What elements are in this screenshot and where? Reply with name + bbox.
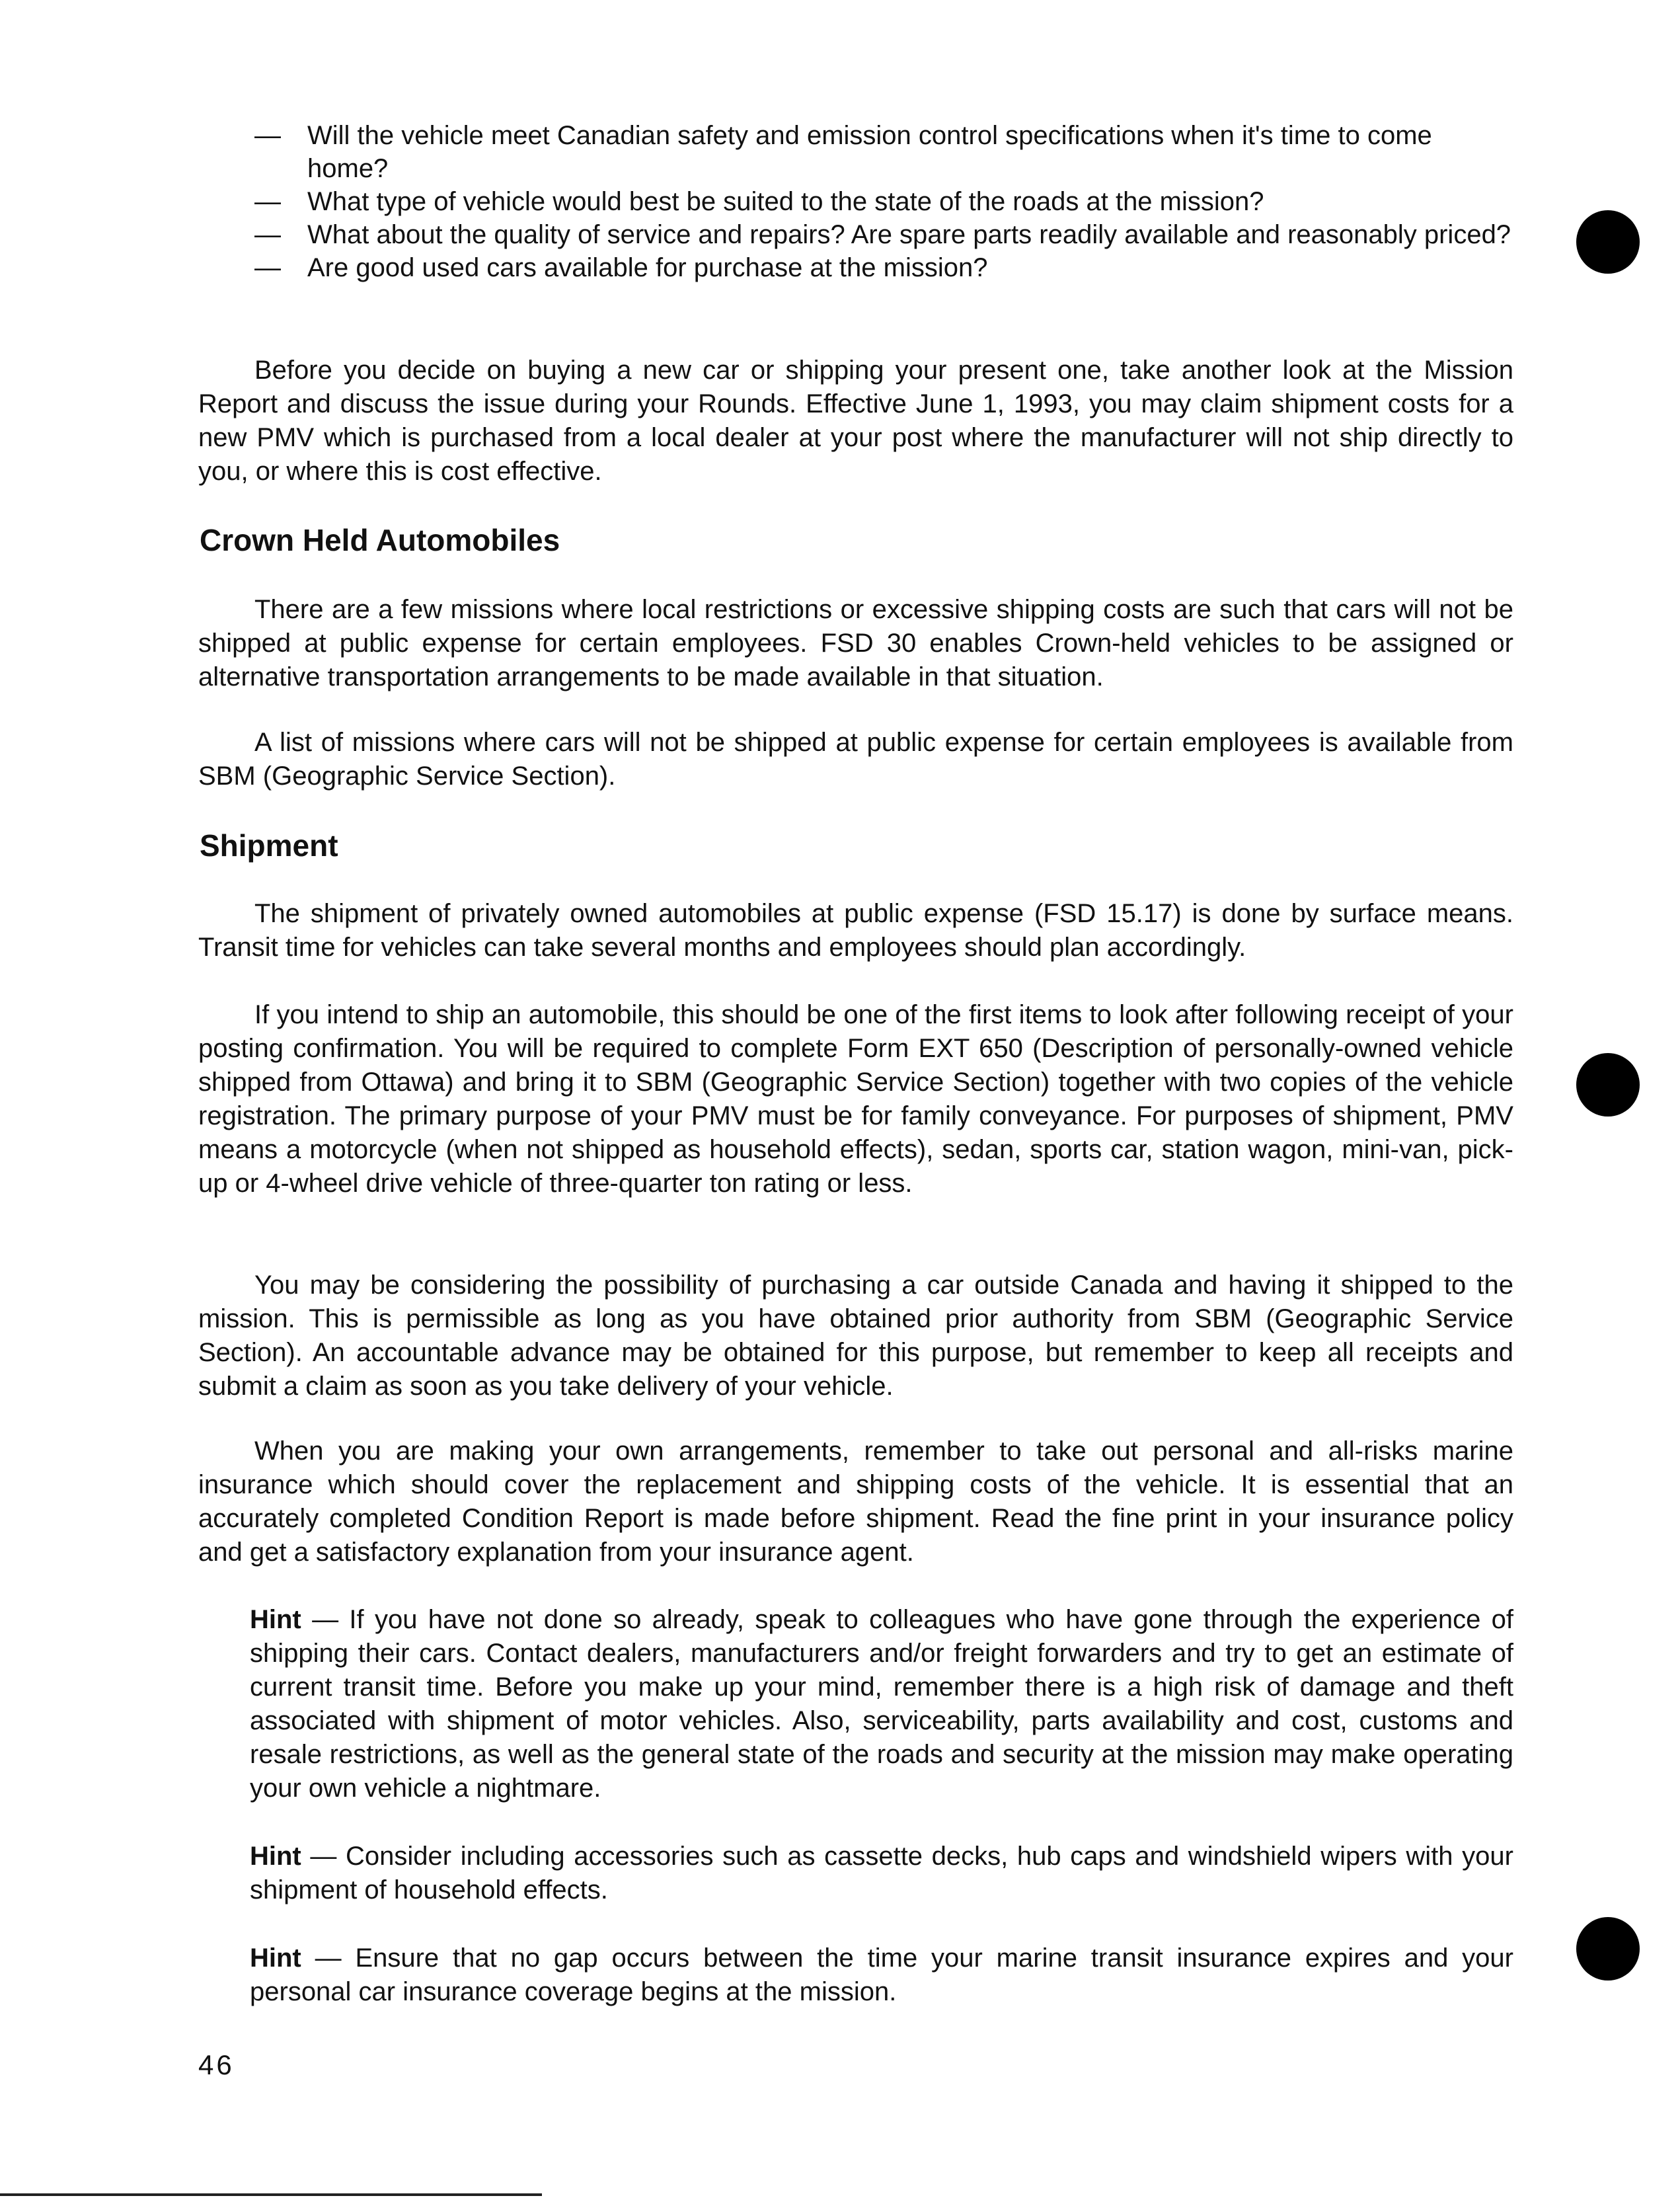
hint-label: Hint <box>250 1943 301 1973</box>
punch-hole-middle <box>1576 1053 1640 1117</box>
hint-2 <box>250 1840 1513 1907</box>
hint-text: If you have not done so already, speak to colleagues who have gone through the experience of shipping their cars. Contact dealers, manufacturers and/or freight forwarders and try to get an estimate of current transit time. Before you make up your mind, remember there is a high risk of damage and theft associated with shipment of motor vehicles. Also, serviceability, parts availability and cost, customs and resale restrictions, as well as the general state of the roads and security at the mission may make operating your own vehicle a nightmare. <box>250 1605 1513 1803</box>
hint-separator: — <box>301 1943 356 1973</box>
paragraph-shipment-1: The shipment of privately owned automobiles at public expense (FSD 15.17) is done by surface means. Transit time for vehicles can take several months and employees should plan accordingly. <box>198 899 1513 962</box>
hint-separator: — <box>301 1842 346 1871</box>
list-item-text: Will the vehicle meet Canadian safety and emission control specifications when it's time to come home? <box>307 121 1432 183</box>
list-item <box>254 251 1513 284</box>
dash-marker: — <box>254 253 281 282</box>
list-item <box>254 218 1513 251</box>
list-item-text: What type of vehicle would best be suited to the state of the roads at the mission? <box>307 187 1264 216</box>
hint-3 <box>250 1942 1513 2009</box>
paragraph-before-deciding: Before you decide on buying a new car or shipping your present one, take another look at the Mission Report and discuss the issue during your Rounds. Effective June 1, 1993, you may claim shipment costs for a new PMV which is purchased from a local dealer at your post where the manufacturer will not ship directly to you, or where this is cost effective. <box>198 356 1513 486</box>
paragraph-crown-held-2: A list of missions where cars will not be shipped at public expense for certain employees is available from SBM (Geographic Service Section). <box>198 728 1513 791</box>
dash-marker: — <box>254 121 281 150</box>
hint-text: Ensure that no gap occurs between the time your marine transit insurance expires and your personal car insurance coverage begins at the mission. <box>250 1943 1513 2006</box>
hint-text: Consider including accessories such as cassette decks, hub caps and windshield wipers with your shipment of household effects. <box>250 1842 1513 1904</box>
punch-hole-top <box>1576 210 1640 274</box>
hint-label: Hint <box>250 1605 301 1634</box>
list-item <box>254 119 1513 185</box>
heading-shipment: Shipment <box>200 828 338 863</box>
list-item-text: Are good used cars available for purchase at the mission? <box>307 253 988 282</box>
hint-separator: — <box>301 1605 350 1634</box>
dash-marker: — <box>254 187 281 216</box>
hint-1 <box>250 1603 1513 1805</box>
page-number: 46 <box>198 2049 235 2080</box>
dash-marker: — <box>254 220 281 249</box>
scan-edge-line <box>0 2193 542 2196</box>
paragraph-shipment-3: You may be considering the possibility of purchasing a car outside Canada and having it shipped to the mission. This is permissible as long as you have obtained prior authority from SBM (Geographic Service Section). An accountable advance may be obtained for this purpose, but remember to keep all receipts and submit a claim as soon as you take delivery of your vehicle. <box>198 1271 1513 1401</box>
list-item-text: What about the quality of service and repairs? Are spare parts readily available and reasonably priced? <box>307 220 1511 249</box>
paragraph-shipment-2: If you intend to ship an automobile, this should be one of the first items to look after following receipt of your posting confirmation. You will be required to complete Form EXT 650 (Description of personally-owned vehicle shipped from Ottawa) and bring it to SBM (Geographic Service Section) together with two copies of the vehicle registration. The primary purpose of your PMV must be for family conveyance. For purposes of shipment, PMV means a motorcycle (when not shipped as household effects), sedan, sports car, station wagon, mini-van, pick-up or 4-wheel drive vehicle of three-quarter ton rating or less. <box>198 1000 1513 1198</box>
paragraph-shipment-4: When you are making your own arrangements, remember to take out personal and all-risks marine insurance which should cover the replacement and shipping costs of the vehicle. It is essential that an accurately completed Condition Report is made before shipment. Read the fine print in your insurance policy and get a satisfactory explanation from your insurance agent. <box>198 1436 1513 1567</box>
heading-crown-held-automobiles: Crown Held Automobiles <box>200 523 560 557</box>
hint-label: Hint <box>250 1842 301 1871</box>
considerations-list <box>254 119 1513 284</box>
punch-hole-bottom <box>1576 1917 1640 1981</box>
list-item <box>254 185 1513 218</box>
paragraph-crown-held-1: There are a few missions where local restrictions or excessive shipping costs are such that cars will not be shipped at public expense for certain employees. FSD 30 enables Crown-held vehicles to be assigned or alternative transportation arrangements to be made available in that situation. <box>198 595 1513 691</box>
